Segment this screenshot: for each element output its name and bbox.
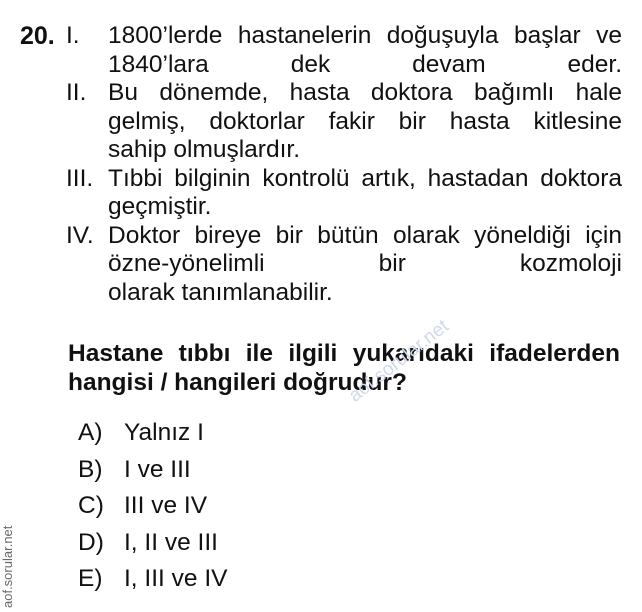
answer-options [78, 418, 227, 601]
side-watermark: aof.sorular.net [0, 525, 15, 608]
option-label: A) [78, 419, 103, 446]
statement-line: 1800’lerde hastanelerin doğuşuyla başlar ve [108, 22, 622, 49]
statement-line: olarak tanımlanabilir. [108, 278, 333, 306]
option-a[interactable] [78, 418, 227, 455]
statement-text [108, 165, 622, 222]
option-text: I ve III [124, 455, 191, 483]
statement-line: 1840’lara dek devam eder. [108, 50, 622, 78]
statement-text [108, 22, 622, 79]
option-label: D) [78, 528, 104, 556]
statement-text [108, 79, 622, 165]
statement-line: sahip olmuşlardır. [108, 136, 301, 163]
statement-numeral: I. [66, 22, 80, 49]
prompt-line: hangisi / hangileri doğrudur? [68, 368, 407, 396]
option-text: III ve IV [124, 492, 208, 519]
option-b[interactable] [78, 455, 227, 492]
statement-line: geçmiştir. [108, 193, 212, 220]
statement-text [108, 222, 622, 308]
option-text: I, III ve IV [124, 565, 228, 592]
option-d[interactable] [78, 528, 227, 565]
statement-4 [66, 222, 622, 308]
statement-1 [66, 22, 622, 79]
option-text: Yalnız I [124, 419, 204, 446]
option-label: E) [78, 565, 103, 592]
statement-line: özne-yönelimli bir kozmoloji [108, 250, 622, 277]
statement-3 [66, 165, 622, 222]
question-prompt [68, 340, 620, 397]
option-e[interactable] [78, 564, 227, 601]
option-c[interactable] [78, 491, 227, 528]
statement-list [66, 22, 622, 307]
statement-line: Doktor bireye bir bütün olarak yöneldiği için [108, 221, 622, 249]
question-number: 20. [20, 22, 55, 50]
diagonal-watermark: aof.sorular.net [345, 315, 453, 407]
option-label: C) [78, 492, 104, 519]
statement-numeral: III. [66, 164, 94, 192]
prompt-line: Hastane tıbbı ile ilgili yukarıdaki ifadelerden [68, 340, 620, 367]
statement-numeral: II. [66, 79, 87, 106]
statement-numeral: IV. [66, 221, 94, 249]
option-text: I, II ve III [124, 528, 218, 556]
option-label: B) [78, 455, 103, 483]
statement-line: gelmiş, doktorlar fakir bir hasta kitlesine [108, 107, 622, 135]
statement-line: Tıbbi bilginin kontrolü artık, hastadan doktora [108, 164, 622, 192]
statement-2 [66, 79, 622, 165]
statement-line: Bu dönemde, hasta doktora bağımlı hale [108, 79, 622, 106]
